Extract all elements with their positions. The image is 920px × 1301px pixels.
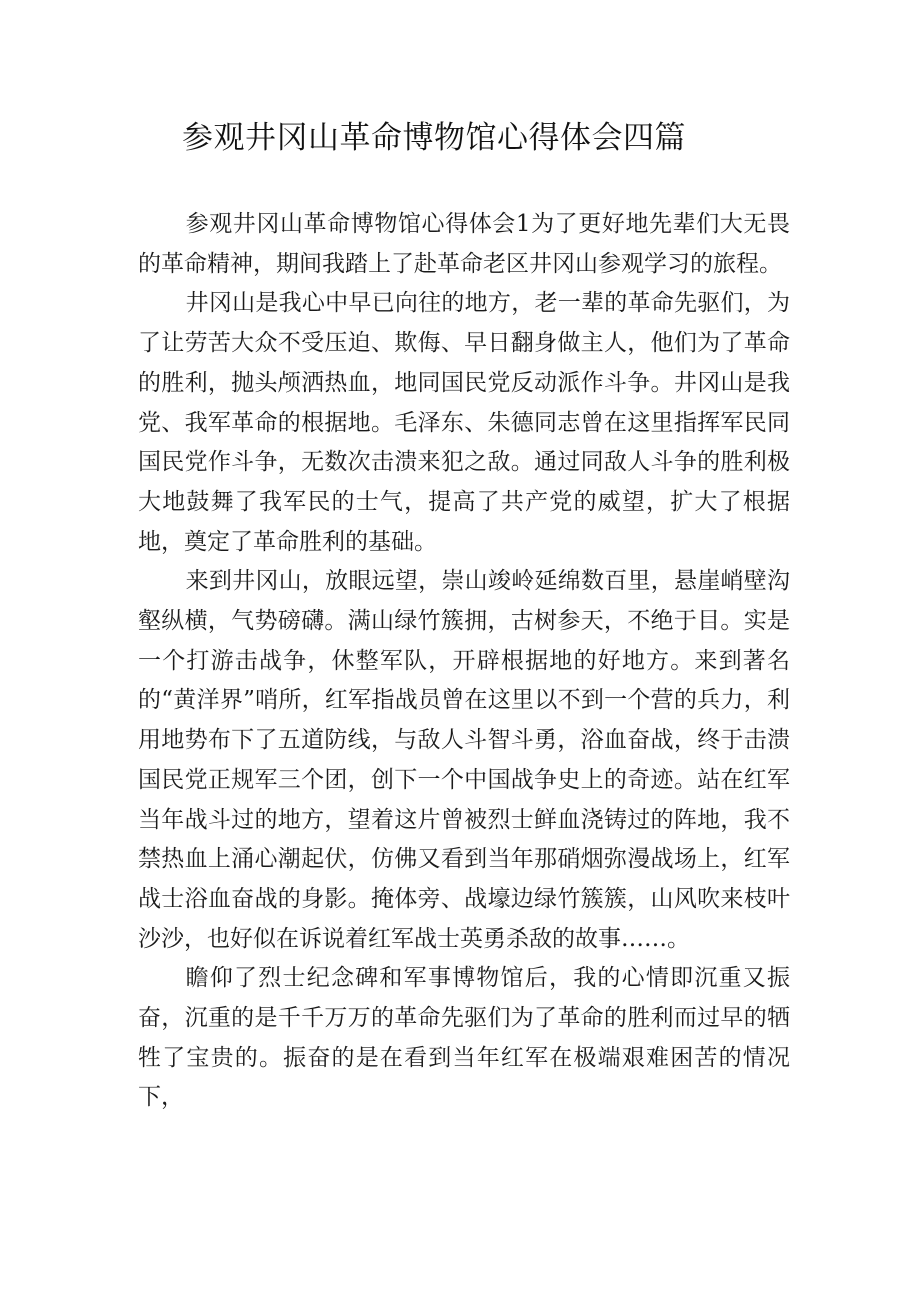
paragraph: 参观井冈山革命博物馆心得体会1为了更好地先辈们大无畏的革命精神，期间我踏上了赴革命老区井冈山参观学习的旅程。 [138, 211, 790, 277]
document-body [138, 205, 790, 1118]
paragraph: 来到井冈山，放眼远望，崇山竣岭延绵数百里，悬崖峭壁沟壑纵横，气势磅礴。满山绿竹簇拥，古树参天，不绝于目。实是一个打游击战争，休整军队，开辟根据地的好地方。来到著名的“黄洋界”哨所，红军指战员曾在这里以不到一个营的兵力，利用地势布下了五道防线，与敌人斗智斗勇，浴血奋战，终于击溃国民党正规军三个团，创下一个中国战争史上的奇迹。站在红军当年战斗过的地方，望着这片曾被烈士鲜血浇铸过的阵地，我不禁热血上涌心潮起伏，仿佛又看到当年那硝烟弥漫战场上，红军战士浴血奋战的身影。掩体旁、战壕边绿竹簇簇，山风吹来枝叶沙沙，也好似在诉说着红军战士英勇杀敌的故事……。 [138, 568, 790, 952]
paragraph: 瞻仰了烈士纪念碑和军事博物馆后，我的心情即沉重又振奋，沉重的是千千万万的革命先驱们为了革命的胜利而过早的牺牲了宝贵的。振奋的是在看到当年红军在极端艰难困苦的情况下， [138, 965, 790, 1111]
document-title: 参观井冈山革命博物馆心得体会四篇 [182, 120, 686, 156]
paragraph: 井冈山是我心中早已向往的地方，老一辈的革命先驱们，为了让劳苦大众不受压迫、欺侮、早日翻身做主人，他们为了革命的胜利，抛头颅洒热血，地同国民党反动派作斗争。井冈山是我党、我军革命的根据地。毛泽东、朱德同志曾在这里指挥军民同国民党作斗争，无数次击溃来犯之敌。通过同敌人斗争的胜利极大地鼓舞了我军民的士气，提高了共产党的威望，扩大了根据地，奠定了革命胜利的基础。 [138, 290, 790, 555]
